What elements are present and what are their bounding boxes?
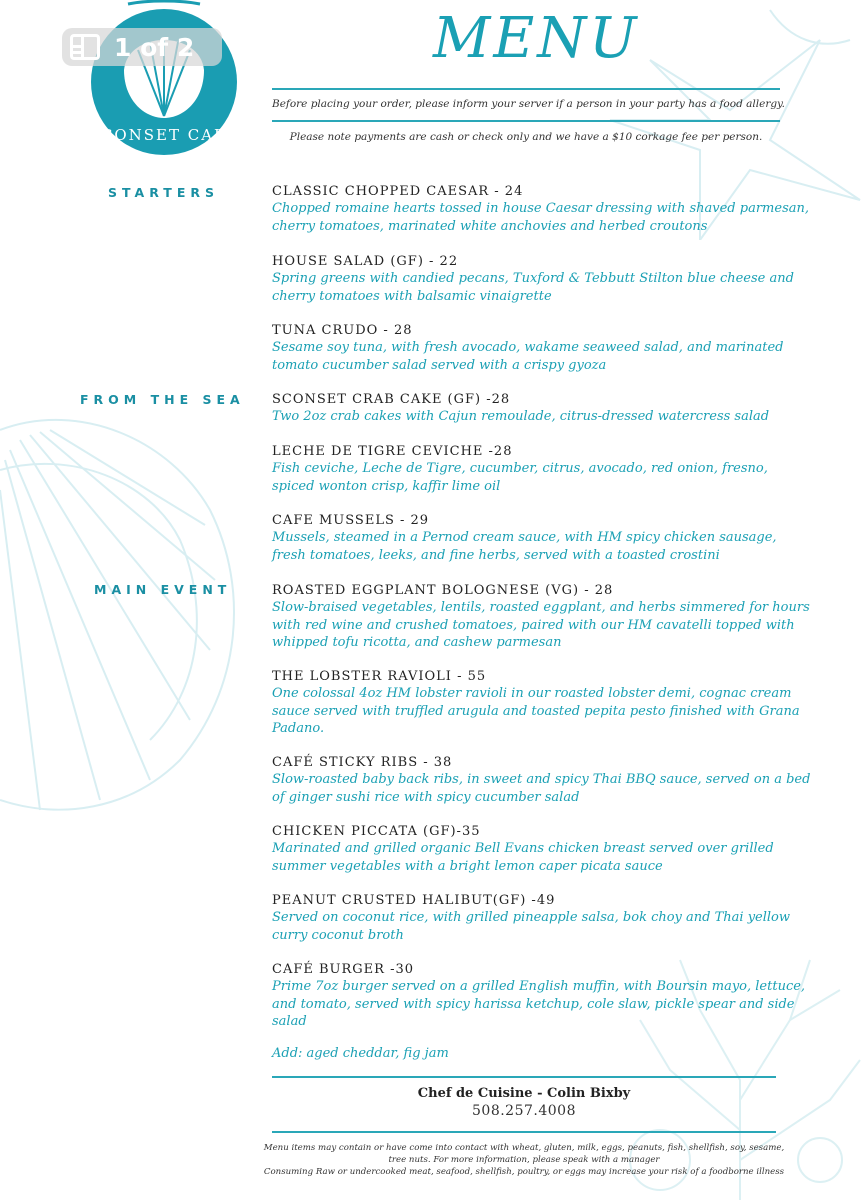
item-description: Served on coconut rice, with grilled pineapple salsa, bok choy and Thai yellow curry coconut broth xyxy=(272,910,791,943)
disclaimer-line: Menu items may contain or have come into contact with wheat, gluten, milk, eggs, peanuts, fish, shellfish, soy, sesame, xyxy=(263,1143,785,1153)
item-name: TUNA CRUDO - 28 xyxy=(272,323,413,338)
item-name: CAFE MUSSELS - 29 xyxy=(272,513,430,528)
item-name: THE LOBSTER RAVIOLI - 55 xyxy=(272,669,487,684)
disclaimer-line: tree nuts. For more information, please speak with a manager xyxy=(388,1155,660,1165)
chef-credit: Chef de Cuisine - Colin Bixby xyxy=(417,1086,631,1101)
section-main-event: MAIN EVENT xyxy=(94,582,232,597)
menu-item xyxy=(272,443,812,495)
item-description: Fish ceviche, Leche de Tigre, cucumber, citrus, avocado, red onion, fresno, spiced wonton crisp, kaffir lime oil xyxy=(272,461,768,494)
item-name: SCONSET CRAB CAKE (GF) -28 xyxy=(272,392,511,407)
menu-item xyxy=(272,668,812,738)
menu-item xyxy=(272,512,812,564)
allergy-notice: Before placing your order, please inform your server if a person in your party has a food allergy. xyxy=(272,98,785,110)
item-description: Slow-roasted baby back ribs, in sweet and spicy Thai BBQ sauce, served on a bed of ginger sushi rice with spicy cucumber salad xyxy=(272,772,811,805)
item-name: CLASSIC CHOPPED CAESAR - 24 xyxy=(272,184,524,199)
menu-item xyxy=(272,823,812,875)
allergen-disclaimer xyxy=(262,1142,786,1178)
menu-item xyxy=(272,961,812,1031)
item-description: One colossal 4oz HM lobster ravioli in our roasted lobster demi, cognac cream sauce served with truffled arugula and toasted pepita pesto finished with Grana Padano. xyxy=(272,686,800,736)
item-description: Two 2oz crab cakes with Cajun remoulade, citrus-dressed watercress salad xyxy=(272,409,770,424)
menu-item xyxy=(272,183,812,235)
item-name: PEANUT CRUSTED HALIBUT(GF) -49 xyxy=(272,893,556,908)
menu-item xyxy=(272,322,812,374)
divider xyxy=(272,1131,776,1133)
sidebar-icon xyxy=(70,34,100,60)
divider xyxy=(272,1076,776,1078)
burger-addon: Add: aged cheddar, fig jam xyxy=(272,1046,449,1061)
divider xyxy=(272,88,780,90)
payment-notice: Please note payments are cash or check only and we have a $10 corkage fee per person. xyxy=(289,131,763,143)
logo-text: SCONSET CAFE xyxy=(88,126,240,144)
item-description: Marinated and grilled organic Bell Evans chicken breast served over grilled summer vegetables with a bright lemon caper picata sauce xyxy=(272,841,774,874)
menu-item xyxy=(272,754,812,806)
menu-item xyxy=(272,892,812,944)
menu-item xyxy=(272,582,812,652)
section-from-the-sea: FROM THE SEA xyxy=(80,392,245,407)
item-name: HOUSE SALAD (GF) - 22 xyxy=(272,254,459,269)
page-counter[interactable] xyxy=(62,28,222,66)
menu-item xyxy=(272,253,812,305)
item-description: Prime 7oz burger served on a grilled English muffin, with Boursin mayo, lettuce, and tomato, served with spicy harissa ketchup, cole slaw, pickle spear and side salad xyxy=(272,979,806,1029)
page-title: MENU xyxy=(433,6,640,71)
item-description: Chopped romaine hearts tossed in house Caesar dressing with shaved parmesan, cherry tomatoes, marinated white anchovies and herbed croutons xyxy=(272,201,809,234)
section-starters: STARTERS xyxy=(108,185,219,200)
item-name: ROASTED EGGPLANT BOLOGNESE (VG) - 28 xyxy=(272,583,614,598)
disclaimer-line: Consuming Raw or undercooked meat, seafood, shellfish, poultry, or eggs may increase your risk of a foodborne illness xyxy=(263,1167,785,1177)
phone-number: 508.257.4008 xyxy=(472,1103,576,1119)
item-description: Slow-braised vegetables, lentils, roasted eggplant, and herbs simmered for hours with red wine and crushed tomatoes, paired with our HM cavatelli topped with whipped tofu ricotta, and cashew parmesan xyxy=(272,600,810,650)
menu-item xyxy=(272,391,812,426)
item-name: CAFÉ STICKY RIBS - 38 xyxy=(272,755,453,770)
item-description: Mussels, steamed in a Pernod cream sauce, with HM spicy chicken sausage, fresh tomatoes, leeks, and fine herbs, served with a toasted crostini xyxy=(272,530,777,563)
item-description: Spring greens with candied pecans, Tuxford & Tebbutt Stilton blue cheese and cherry tomatoes with balsamic vinaigrette xyxy=(272,271,794,304)
item-name: CHICKEN PICCATA (GF)-35 xyxy=(272,824,481,839)
item-name: CAFÉ BURGER -30 xyxy=(272,962,415,977)
page-counter-text: 1 of 2 xyxy=(114,32,195,62)
divider xyxy=(272,120,780,122)
item-description: Sesame soy tuna, with fresh avocado, wakame seaweed salad, and marinated tomato cucumber salad served with a crispy gyoza xyxy=(272,340,784,373)
sconset-cafe-logo xyxy=(88,0,240,158)
item-name: LECHE DE TIGRE CEVICHE -28 xyxy=(272,444,513,459)
